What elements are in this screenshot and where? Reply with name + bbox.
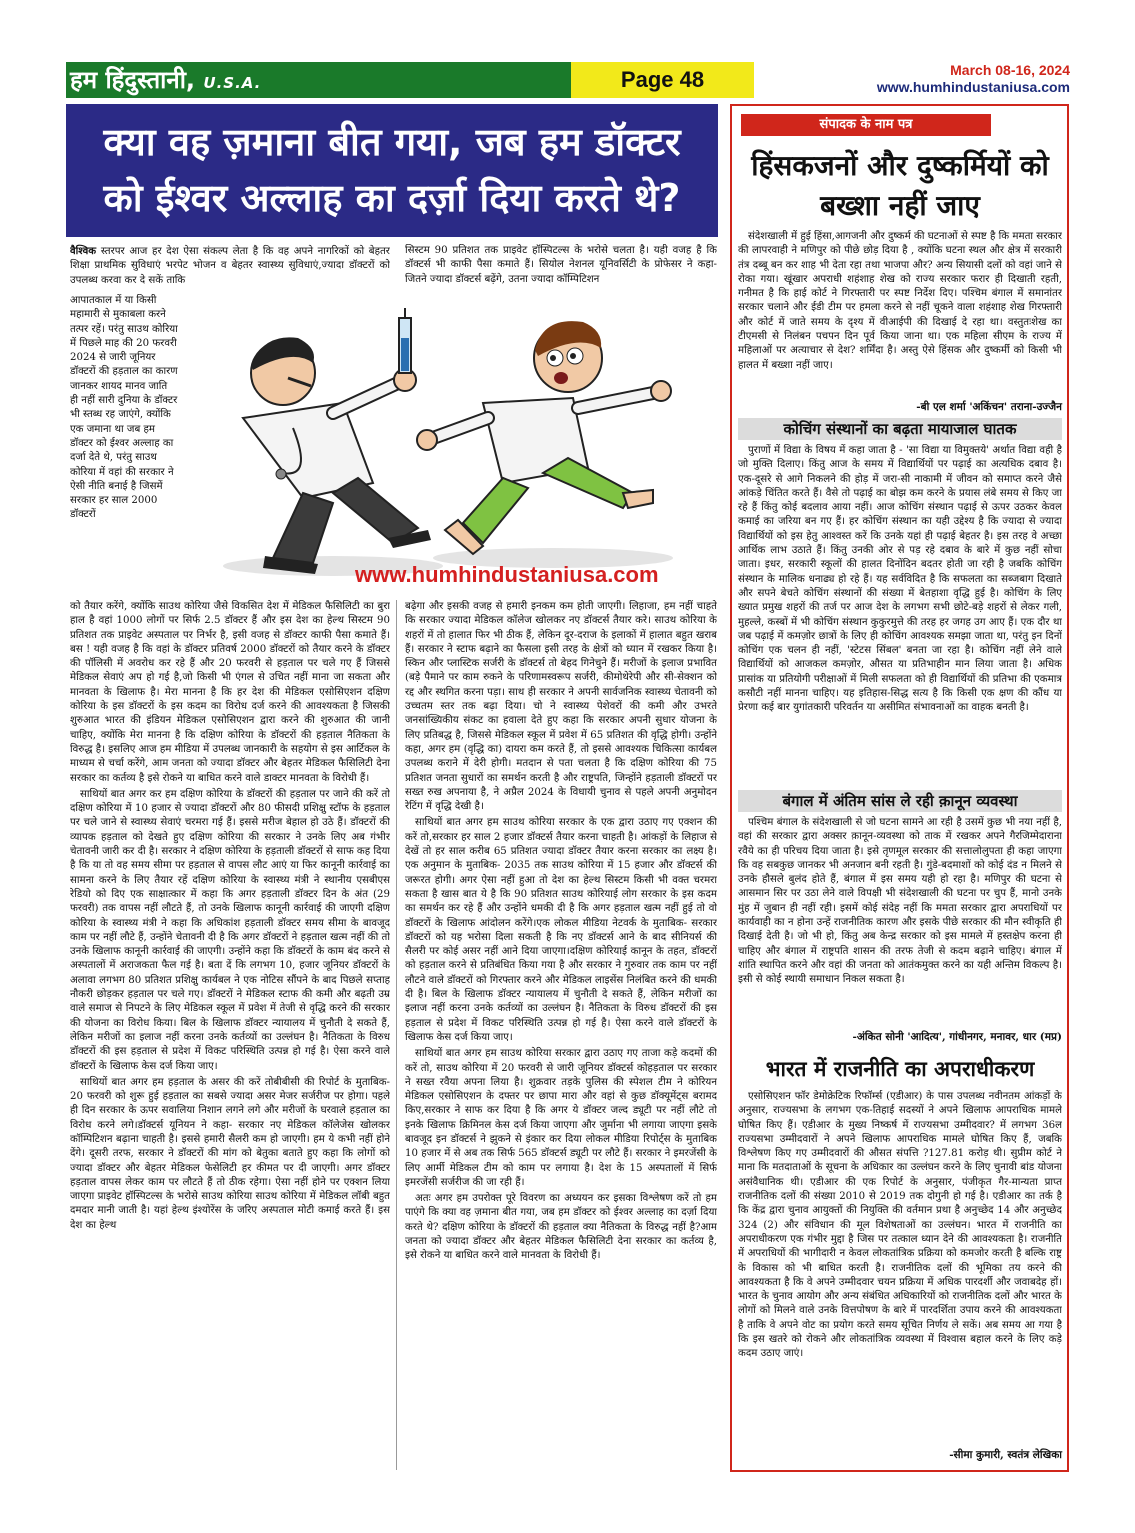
letter-4 <box>738 1090 1062 1444</box>
paragraph: अतः अगर हम उपरोक्त पूरे विवरण का अध्ययन कर इसका विश्लेषण करें तो हम पाएंगे कि क्या वह ज़माना बीत गया, जब हम डॉक्टर को ईश्वर अल्लाह का दर्ज़ा दिया करते थे? दक्षिण कोरिया के डॉक्टरों की हड़ताल क्या नैतिकता के विरुद्ध नहीं है?आम जनता को ज्यादा डॉक्टर और बेहतर मेडिकल फैसिलिटी देना सरकार का कर्तव्य है, इसे रोकने या बाधित करने वाले मानवता के विरोधी हैं। <box>405 1193 717 1262</box>
headline-line-1: क्या वह ज़माना बीत गया, जब हम डॉक्टर <box>103 120 681 164</box>
column-divider <box>396 600 397 1470</box>
letter-4-text: एसोसिएशन फॉर डेमोक्रेटिक रिफॉर्म्स (एडीआर) के पास उपलब्ध नवीनतम आंकड़ों के अनुसार, राज्यसभा के लगभग एक-तिहाई सदस्यों ने अपने खिलाफ आपराधिक मामले घोषित किए हैं। एडीआर के मुख्य निष्कर्ष में राज्यसभा उम्मीदवार? में लगभग 36ल राज्यसभा उम्मीदवारों ने अपने खिलाफ आपराधिक मामले घोषित किए हैं, जबकि विश्लेषण किए गए उम्मीदवारों की औसत संपत्ति ?127.81 करोड़ थी। सुप्रीम कोर्ट ने माना कि मतदाताओं के सूचना के अधिकार का उल्लंघन करने के लिए चुनावी बांड योजना असंवैधानिक थी। एडीआर की एक रिपोर्ट के अनुसार, पंजीकृत गैर-मान्यता प्राप्त राजनीतिक दलों की संख्या 2010 से 2019 तक दोगुनी हो गई है। एडीआर का तर्क है कि केंद्र द्वारा चुनाव आयुक्तों की नियुक्ति की वर्तमान प्रथा है अनुच्छेद 14 और अनुच्छेद 324 (2) और संविधान की मूल विशेषताओं का उल्लंघन। भारत में राजनीति का अपराधीकरण एक गंभीर मुद्दा है जिस पर तत्काल ध्यान देने की आवश्यकता है। राजनीति में अपराधियों की भागीदारी न केवल लोकतांत्रिक प्रक्रिया को कमजोर करती है बल्कि राष्ट्र के विकास को भी बाधित करती है। राजनीतिक दलों की भूमिका तय करने की आवश्यकता है कि वे अपने उम्मीदवार चयन प्रक्रिया में अधिक पारदर्शी और जवाबदेह हों। भारत के चुनाव आयोग और अन्य संबंधित अधिकारियों को राजनीतिक दलों और भारत के लोगों को मिलने वाले उनके वित्तपोषण के बारे में पारदर्शिता उपाय करने की आवश्यकता है ताकि वे अपने वोट का प्रयोग करते समय सूचित निर्णय ले सकें। अब समय आ गया है कि इस खतरे को रोकने और लोकतांत्रिक व्यवस्था में विश्वास बहाल करने के लिए कड़े कदम उठाए जाएं। <box>738 1091 1062 1360</box>
article-left-column <box>70 600 390 1472</box>
letters-headline: हिंसकजनों और दुष्कर्मियों को बख्शा नहीं जाए <box>751 149 1049 222</box>
letter-3-signature: -अंकित सोनी 'आदित्य', गांधीनगर, मनावर, धार (मप्र) <box>852 1031 1062 1043</box>
paragraph: बढ़ेगा और इसकी वजह से हमारी इनकम कम होती जाएगी। लिहाजा, हम नहीं चाहते कि सरकार ज्यादा मेडिकल कॉलेज खोलकर नए डॉक्टर्स तैयार करे। साउथ कोरिया के शहरों में तो हालात फिर भी ठीक हैं, लेकिन दूर-दराज के इलाकों में हालात बहुत खराब हैं। सरकार ने स्टाफ बढ़ाने का फैसला इसी तरह के क्षेत्रों को ध्यान में रखकर किया है। स्किन और प्लास्टिक सर्जरी के डॉक्टर्स तो बेहद गिनेचुने हैं। मरीजों के इलाज प्रभावित (बड़े पैमाने पर काम रुकने के परिणामस्वरूप सर्जरी, कीमोथेरेपी और सी-सेक्शन को रद्द और स्थगित करना पड़ा। साथ ही सरकार ने अपनी सार्वजनिक स्वास्थ्य चेतावनी को उच्चतम स्तर तक बढ़ा दिया। चो ने स्वास्थ्य पेशेवरों की कमी और उभरते जनसांख्यिकीय संकट का हवाला देते हुए कहा कि सरकार अपनी सुधार योजना के लिए प्रतिबद्ध है, जिससे मेडिकल स्कूल में प्रवेश में 65 प्रतिशत की वृद्धि होगी। उन्होंने कहा, अगर हम (वृद्धि का) दायरा कम करते हैं, तो इससे आवश्यक चिकित्सा कार्यबल उपलब्ध कराने में देरी होगी। मतदान से पता चलता है कि दक्षिण कोरिया की 75 प्रतिशत जनता सुधारों का समर्थन करती है और राष्ट्रपति, जिन्होंने हड़ताली डॉक्टरों पर सख्त रुख अपनाया है, ने अप्रैल 2024 के विधायी चुनाव से पहले अपनी अनुमोदन रेटिंग में वृद्धि देखी है। <box>405 601 717 813</box>
paragraph: साथियों बात अगर कर हम दक्षिण कोरिया के डॉक्टरों की हड़ताल पर जाने की करें तो दक्षिण कोरिया में 10 हजार से ज्यादा डॉक्टरों और 80 फीसदी प्रशिक्षु स्टॉफ के हड़ताल पर चले जाने से स्वास्थ्य सेवाएं चरमरा गई हैं। इससे मरीज बेहाल हो उठे हैं। डॉक्टरों की व्यापक हड़ताल को देखते हुए दक्षिण कोरिया की सरकार ने उनके लिए अब गंभीर चेतावनी जारी कर दी है। सरकार ने दक्षिण कोरिया के हड़ताली डॉक्टरों से साफ कह दिया है कि या तो वह समय सीमा पर हड़ताल से वापस लौट आएं या फिर कानूनी कार्रवाई का सामना करने के लिए तैयार रहें दक्षिण कोरिया के स्वास्थ्य मंत्री ने स्थानीय एसबीएस रेडियो को दिए एक साक्षात्कार में कहा कि अगर हड़ताली डॉक्टर दिन के अंत (29 फरवरी) तक वापस नहीं लौटते हैं, तो उनके खिलाफ कानूनी कार्रवाई की जाएगी दक्षिण कोरिया के स्वास्थ्य मंत्री ने कहा कि अधिकांश हड़ताली डॉक्टर समय सीमा के बावजूद काम पर नहीं लौटे हैं, उन्होंने चेतावनी दी है कि अगर डॉक्टरों ने हड़ताल खत्म नहीं की तो उनके खिलाफ कानूनी कार्रवाई की जाएगी। उन्होंने कहा कि डॉक्टरों के काम बंद करने से अस्पतालों में अराजकता फैल गई है। बता दें कि लगभग 10, हजार जूनियर डॉक्टरों के अलावा लगभग 80 प्रतिशत प्रशिक्षु कार्यबल ने एक नोटिस सौंपने के बाद पिछले सप्ताह नौकरी छोड़कर हड़ताल पर चले गए। डॉक्टरों ने मेडिकल स्टाफ की कमी और बढ़ती उम्र वाले समाज से निपटने के लिए मेडिकल स्कूल में प्रवेश में तेजी से वृद्धि करने की सरकार की योजना का विरोध किया। बिल के खिलाफ डॉक्टर न्यायालय में चुनौती दे सकते हैं, लेकिन मरीजों का इलाज नहीं करना उनके कर्तव्यों का उल्लंघन है। नैतिकता के विरुध डॉक्टरों की इस हड़ताल से प्रदेश में विकट परिस्थिति उत्पन्न हो गई है। ऐसा करने वाले डॉक्टरों के खिलाफ केस दर्ज किया जाए। <box>70 788 390 1072</box>
date-block <box>877 62 1070 96</box>
mid-top-text: सिस्टम 90 प्रतिशत तक प्राइवेट हॉस्पिटल्स के भरोसे चलता है। यही वजह है कि डॉक्टर्स भी काफी पैसा कमाते हैं। सियोल नेशनल यूनिवर्सिटी के प्रोफेसर ने कहा- जितने ज्यादा डॉक्टर्स बढ़ेंगे, उतना ज्यादा कॉम्पिटिशन <box>405 245 717 285</box>
paragraph: को तैयार करेंगे, क्योंकि साउथ कोरिया जैसे विकसित देश में मेडिकल फैसिलिटी का बुरा हाल है वहां 1000 लोगों पर सिर्फ 2.5 डॉक्टर हैं और इस देश का हेल्थ सिस्टम 90 प्रतिशत तक प्राइवेट अस्पताल पर निर्भर है, इसी वजह से डॉक्टर काफी पैसा कमाते हैं। बस ! यही वजह है कि वहां के डॉक्टर प्रतिवर्ष 2000 डॉक्टरों को तैयार करने के डॉक्टर की पॉलिसी में अवरोध कर रहे हैं और 20 फरवरी से हड़ताल पर चले गए हैं जिससे मेडिकल सेवाएं अप हो गई है,जो किसी भी एंगल से उचित नहीं माना जा सकता और मानवता के खिलाफ है। मेरा मानना है कि हर देश की मेडिकल एसोसिएशन दक्षिण कोरिया के इस डॉक्टरों के इस कदम का विरोध दर्ज करने की आवश्यकता है जिसकी शुरुआत भारत की इंडियन मेडिकल एसोसिएशन द्वारा करने की शुरुआत की जानी चाहिए, क्योंकि मेरा मानना है कि दक्षिण कोरिया के डॉक्टरों की हड़ताल नैतिकता के विरुद्ध है। इसलिए आज हम मीडिया में उपलब्ध जानकारी के सहयोग से इस आर्टिकल के माध्यम से चर्चा करेंगे, आम जनता को ज्यादा डॉक्टर और बेहतर मेडिकल फैसिलिटी देना सरकार का कर्तव्य है इसे रोकने या बाधित करने वाले डाक्टर मानवता के विरोधी हैं। <box>70 601 390 784</box>
masthead-usa: U.S.A. <box>203 74 262 92</box>
headline-line-2: को ईश्वर अल्लाह का दर्ज़ा दिया करते थे? <box>103 176 681 220</box>
main-headline <box>66 104 718 237</box>
letter-1-signature: -बी एल शर्मा 'अकिंचन' तराना-उज्जैन <box>916 401 1062 413</box>
paragraph: साथियों बात अगर हम साउथ कोरिया सरकार के एक द्वारा उठाए गए एक्शन की करें तो,सरकार हर साल 2 हजार डॉक्टर्स तैयार करना चाहती है। आंकड़ों के लिहाज से देखें तो हर साल करीब 65 प्रतिशत ज्यादा डॉक्टर तैयार करना सरकार का लक्ष्य है। एक अनुमान के मुताबिक- 2035 तक साउथ कोरिया में 15 हजार और डॉक्टर्स की जरूरत होगी। अगर ऐसा नहीं हुआ तो देश का हेल्थ सिस्टम किसी भी वक्त चरमरा सकता है खास बात ये है कि 90 प्रतिशत साउथ कोरियाई लोग सरकार के इस कदम का समर्थन कर रहे हैं और उन्होंने धमकी दी है कि अगर हड़ताल खत्म नहीं हुई तो वो डॉक्टरों के खिलाफ आंदोलन करेंगे।एक लोकल मीडिया नेटवर्क के मुताबिक- सरकार डॉक्टरों को यह भरोसा दिला सकती है कि नए डॉक्टर्स आने के बाद सीनियर्स की सैलरी पर कोई असर नहीं आने दिया जाएगा।दक्षिण कोरियाई कानून के तहत, डॉक्टरों को हड़ताल करने से प्रतिबंधित किया गया है और सरकार ने गुरुवार तक काम पर नहीं लौटने वाले डॉक्टरों को गिरफ्तार करने और मेडिकल लाइसेंस निलंबित करने की धमकी दी है। बिल के खिलाफ डॉक्टर न्यायालय में चुनौती दे सकते हैं, लेकिन मरीजों का इलाज नहीं करना उनके कर्तव्यों का उल्लंघन है। नैतिकता के विरुध डॉक्टरों की इस हड़ताल से प्रदेश में विकट परिस्थिति उत्पन्न हो गई है। ऐसा करने वाले डॉक्टरों के खिलाफ केस दर्ज किया जाए। <box>405 817 717 1043</box>
masthead <box>66 62 571 98</box>
letter-1 <box>738 230 1062 398</box>
article-middle-column <box>405 600 717 1472</box>
website-link[interactable]: www.humhindustaniusa.com <box>876 79 1070 95</box>
letter-3-text: पश्चिम बंगाल के संदेशखाली से जो घटना सामने आ रही है उसमें कुछ भी नया नहीं है, वहां की सरकार द्वारा अक्सर क़ानून-व्यवस्था को ताक में रखकर अपने गैरजिम्मेदाराना रवैये का ही परिचय दिया जाता है। इसे तृणमूल सरकार की सत्तालोलुपता ही कहा जाएगा कि वह सबकुछ जानकर भी अनजान बनी रहती है। गुंडे-बदमाशों को कोई दंड न मिलने से उनके हौसले बुलंद होते हैं, बंगाल में इस समय यही हो रहा है। मणिपुर की घटना से आसमान सिर पर उठा लेने वाले विपक्षी भी संदेशखाली की घटना पर चुप हैं, मानो उनके मुंह में जुबान ही नहीं रही। इसमें कोई संदेह नहीं कि ममता सरकार द्वारा अपराधियों पर कार्यवाही का न होना उन्हें राजनीतिक कारण और इसके पीछे सरकार की मौन स्वीकृति ही दिखाई देती है। जो भी हो, किंतु अब केन्द्र सरकार को इस मामले में हस्तक्षेप करना ही चाहिए और बंगाल में राष्ट्रपति शासन की तरफ तेजी से कदम बढ़ाने चाहिए। बंगाल में शांति स्थापित करने और वहां की जनता को आतंकमुक्त करने का यही अन्तिम विकल्प है। इसी से कोई स्थायी समाधान निकल सकता है। <box>738 817 1062 986</box>
paragraph: साथियों बात अगर हम हड़ताल के असर की करें तोबीबीसी की रिपोर्ट के मुताबिक- 20 फरवरी को शुरू हुई हड़ताल का सबसे ज्यादा असर मेजर सर्जरीज पर होगा। पहले ही दिन सरकार के ऊपर सवालिया निशान लगने लगे और मरीजों के घरवाले हड़ताल का विरोध करने लगे।डॉक्टर्स यूनियन ने कहा- सरकार नए मेडिकल कॉलेजेस खोलकर कॉम्पिटिशन बढ़ाना चाहती है। इससे हमारी सैलरी कम हो जाएगी। हम ये कभी नहीं होने देंगे। दूसरी तरफ, सरकार ने डॉक्टरों की मांग को बेतुका बताते हुए कहा कि लोगों को ज्यादा डॉक्टर और बेहतर मेडिकल फेसेलिटी हर कीमत पर दी जाएगी। अगर डॉक्टर हड़ताल वापस लेकर काम पर लौटते हैं तो ठीक रहेगा। ऐसा नहीं होने पर एक्शन लिया जाएगा प्राइवेट हॉस्पिटल्स के भरोसे साउथ कोरिया साउथ कोरिया में मेडिकल लॉबी बहुत दमदार मानी जाती है। यहां हेल्थ इंश्योरेंस के जरिए अस्पताल मोटी कमाई करते हैं। इस देश का हेल्थ <box>70 1076 390 1231</box>
letter-4-signature: -सीमा कुमारी, स्वतंत्र लेखिका <box>949 1449 1062 1461</box>
page-number: Page 48 <box>571 62 754 98</box>
letters-tag: संपादक के नाम पत्र <box>741 114 991 136</box>
narrow-text: आपातकाल में या किसी महामारी से मुकाबला करने तत्पर रहें। परंतु साउथ कोरिया में पिछले माह की 20 फरवरी 2024 से जारी जूनियर डॉक्टरों की हड़ताल का कारण जानकर शायद मानव जाति ही नहीं सारी दुनिया के डॉक्टर भी स्तब्ध रह जाएंगे, क्योंकि एक जमाना था जब हम डॉक्टर को ईश्वर अल्लाह का दर्जा देते थे, परंतु साउथ कोरिया में वहां की सरकार ने ऐसी नीति बनाई है जिसमें सरकार हर साल 2000 डॉक्टरों <box>70 295 178 521</box>
article-narrow-column <box>70 294 178 600</box>
letter-2-text: पुराणों में विद्या के विषय में कहा जाता है - 'सा विद्या या विमुक्तये' अर्थात विद्या वही है जो मुक्ति दिलाए। किंतु आज के समय में विद्यार्थियों पर पढ़ाई का अत्यधिक दबाव है। एक-दूसरे से आगे निकलने की होड़ में जरा-सी नाकामी में जीवन को समाप्त करने जैसे आंकड़े चिंतित करते हैं। वैसे तो पढ़ाई का बोझ कम करने के प्रयास लंबे समय से किए जा रहे हैं किंतु कोई बदलाव आया नहीं। आज कोचिंग संस्थान पढ़ाई से ऊपर उठकर केवल कमाई का जरिया बन गए हैं। हर कोचिंग संस्थान का यही उद्देश्य है कि ज्यादा से ज्यादा विद्यार्थियों को इस हेतु आश्वस्त करें कि उनके यहां ही पढ़ाई बेहतर है। इस तरह वे अच्छा आर्थिक लाभ उठाते हैं। किंतु उनकी ओर से पड़ रहे दबाव के बारे में कुछ नहीं सोचा जाता। इधर, सरकारी स्कूलों की हालत दिनोंदिन बदतर होती जा रही है जबकि कोचिंग संस्थान के मालिक धनाढ्य हो रहे हैं। यह सर्वविदित है कि सफलता का सब्जबाग दिखाते और सपने बेचते कोचिंग संस्थानों की संख्या में बेतहाशा वृद्धि हुई है। कोचिंग के लिए ख्यात प्रमुख शहरों की तर्ज पर आज देश के लगभग सभी छोटे-बड़े शहरों से लेकर गली, मुहल्ले, कस्बों में भी कोचिंग संस्थान कुकुरमुत्ते की तरह हर जगह उग आए हैं। एक दौर था जब पढ़ाई में कमज़ोर छात्रों के लिए ही कोचिंग आवश्यक समझा जाता था, परंतु इन दिनों कोचिंग एक चलन ही नहीं, 'स्टेटस सिंबल' बनता जा रहा है। कोचिंग नहीं लेने वाले विद्यार्थियों को आजकल कमज़ोर, औसत या प्रतिभाहीन मान लिया जाता है। अधिक प्रासांक या प्रतियोगी परीक्षाओं में मिली सफलता को ही विद्यार्थियों की प्रतिभा की एकमात्र कसौटी नहीं मानना चाहिए। यह इतिहास-सिद्ध सत्य है कि किसी एक क्षण की कौंध या प्रेरणा कई बार युगांतकारी परिवर्तन या असीमित संभावनाओं का वाहक बनती है। <box>738 445 1062 714</box>
letter-1-text: संदेशखाली में हुई हिंसा,आगजनी और दुष्कर्म की घटनाओं से स्पष्ट है कि ममता सरकार की लापरवाही ने मणिपुर को पीछे छोड़ दिया है , क्योंकि घटना स्थल और क्षेत्र में सरकारी तंत्र दब्बू बन कर शाह भी देता रहा तथा भाजपा और? अन्य सियासी दलों को वहां जाने से रोका गया। खूंखार अपराधी शहंशाह शेख को राज्य सरकार फरार ही दिखाती रहती, गनीमत है कि हाई कोर्ट ने गिरफ्तारी पर स्पष्ट निर्देश दिए। पश्चिम बंगाल में समानांतर सरकार चलाने और ईडी टीम पर हमला करने से नहीं चूकने वाला शहंशाह शेख गिरफ्तारी और कोर्ट में जाते समय के दृश्य में वीआईपी की दिखाई दे रहा था। वस्तुतःशेख का टीएमसी से निलंबन पचपन दिन पूर्व किया जाना था। एक महिला सीएम के राज्य में महिलाओं पर अत्याचार से देश? शर्मिंदा है। अस्तु ऐसे हिंसक और दुष्कर्मी को किसी भी हालत में बख्शा नहीं जाए। <box>738 231 1062 371</box>
page-header <box>66 62 1070 98</box>
issue-date: March 08-16, 2024 <box>950 62 1070 78</box>
letter-4-heading: भारत में राजनीति का अपराधीकरण <box>765 1057 1035 1081</box>
letter-3-heading: बंगाल में अंतिम सांस ले रही क़ानून व्यवस्था <box>738 790 1062 812</box>
masthead-title: हम हिंदुस्तानी, <box>70 66 196 94</box>
letter-2 <box>738 444 1062 784</box>
intro-text: स्तरपर आज हर देश ऐसा संकल्प लेता है कि वह अपने नागरिकों को बेहतर शिक्षा प्राथमिक सुविधाएं भरपेट भोजन व बेहतर स्वास्थ्य सुविधाएं,ज्यादा डॉक्टरों को उपलब्ध करवा कर दे सकें ताकि <box>70 246 390 286</box>
paragraph: साथियों बात अगर हम साउथ कोरिया सरकार द्वारा उठाए गए ताजा कड़े कदमों की करें तो, साउथ कोरिया में 20 फरवरी से जारी जूनियर डॉक्टर्स कोहड़ताल पर सरकार ने सख्त रवैया अपना लिया है। शुक्रवार तड़के पुलिस की स्पेशल टीम ने कोरियन मेडिकल एसोसिएशन के दफ्तर पर छापा मारा और वहां से कुछ डॉक्यूमेंट्स बरामद किए,सरकार ने साफ कर दिया है कि अगर ये डॉक्टर जल्द ड्यूटी पर नहीं लौटे तो इनके खिलाफ क्रिमिनल केस दर्ज किया जाएगा और जुर्माना भी लगाया जाएगा इसके बावजूद इन डॉक्टर्स ने झुकने से इंकार कर दिया लोकल मीडिया रिपोर्ट्स के मुताबिक 10 हजार में से अब तक सिर्फ 565 डॉक्टर्स ड्यूटी पर लौटे हैं। सरकार ने इमरजेंसी के लिए आर्मी मेडिकल टीम को काम पर लगाया है। देश के 15 अस्पतालों में सिर्फ इमरजेंसी सर्जरीज की जा रही हैं। <box>405 1048 717 1188</box>
letter-2-heading: कोचिंग संस्थानों का बढ़ता मायाजाल घातक <box>738 418 1062 440</box>
article-mid-top <box>405 244 717 304</box>
lead-word: वैश्विक <box>70 245 97 257</box>
letter-3 <box>738 816 1062 1026</box>
illustration-watermark-url: www.humhindustaniusa.com <box>355 562 659 587</box>
doctor-chase-illustration <box>183 308 717 591</box>
